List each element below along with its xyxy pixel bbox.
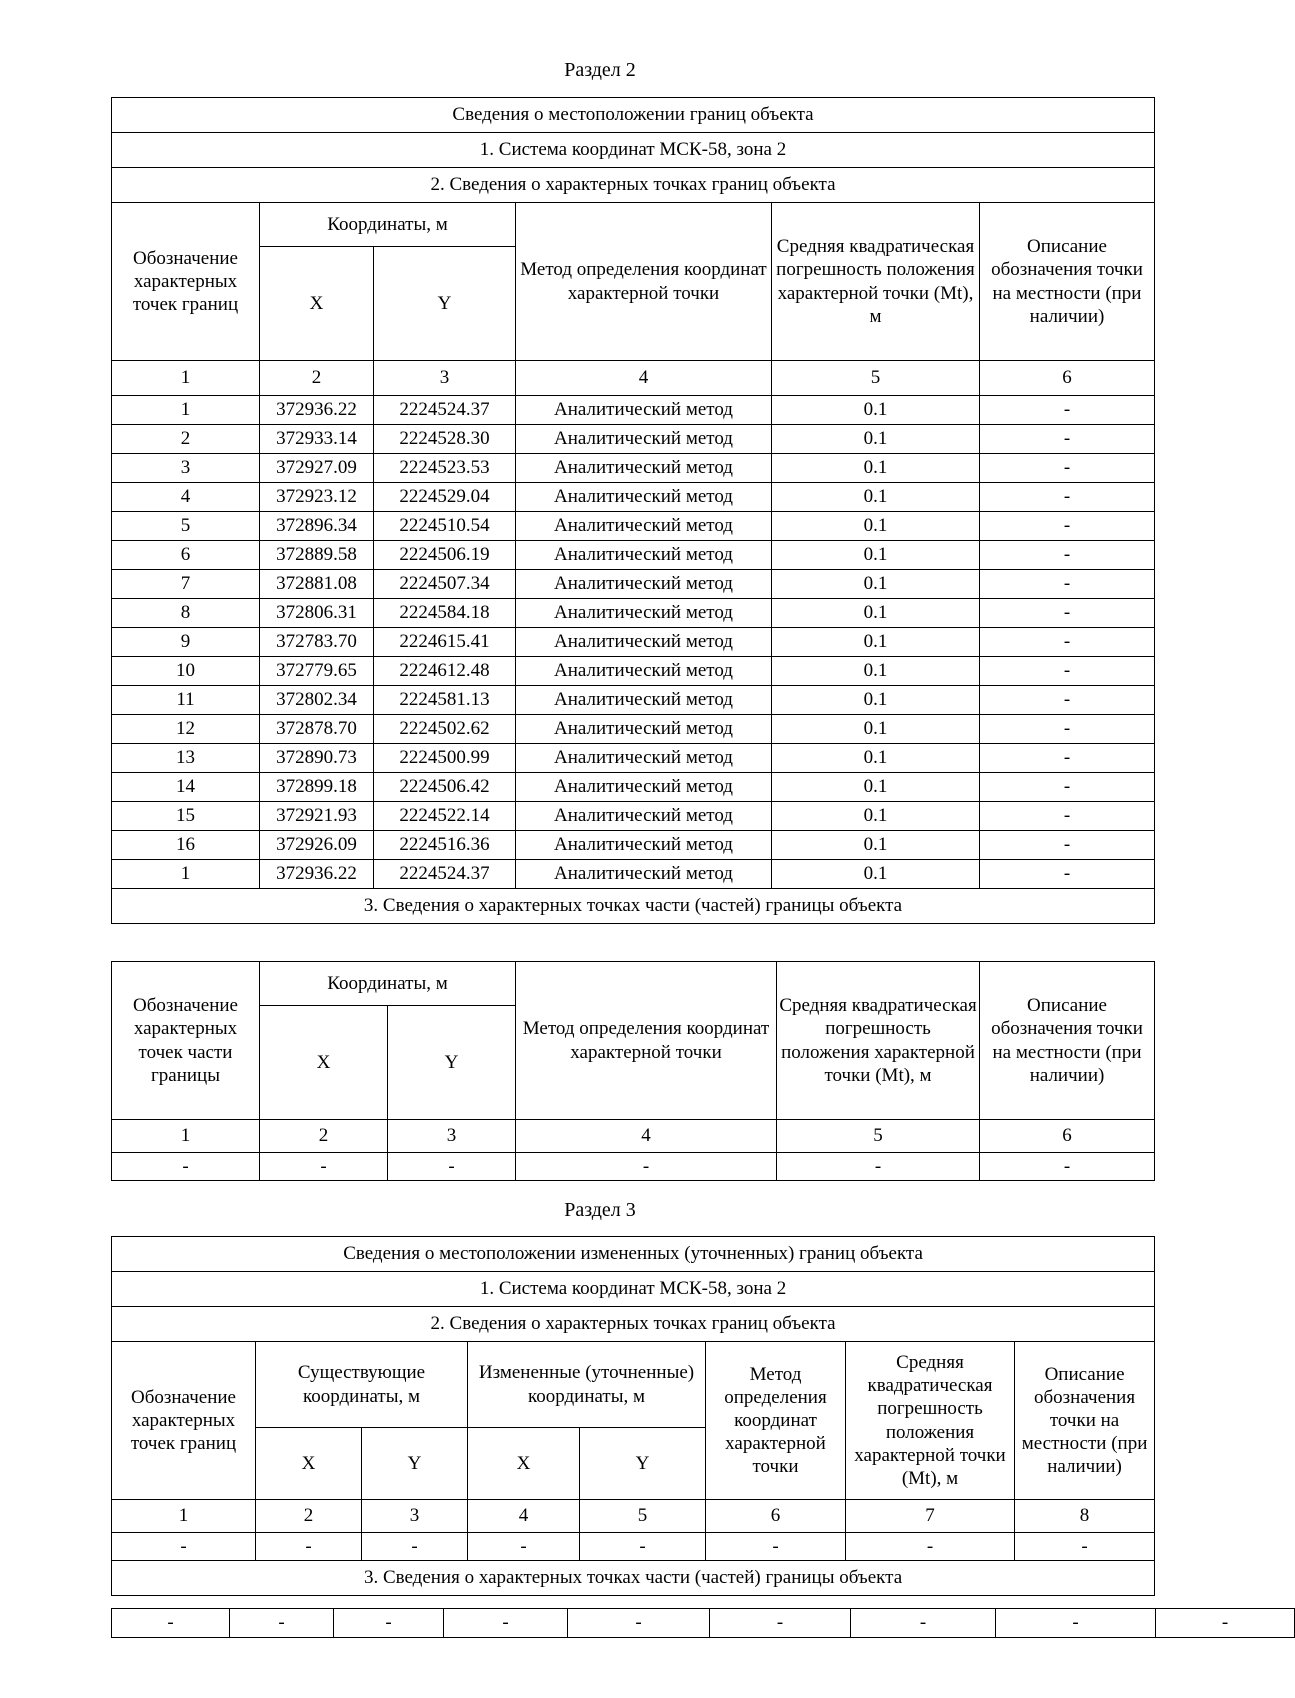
column-number: 6 (980, 361, 1155, 396)
points-title: 2. Сведения о характерных точках границ объекта (112, 168, 1155, 203)
points-title: 2. Сведения о характерных точках границ объекта (112, 1307, 1155, 1342)
table-row (112, 512, 1155, 541)
table-cell-x: 372890.73 (260, 744, 374, 773)
table-cell-mt: 0.1 (772, 541, 980, 570)
section-2-boundaries-table (111, 97, 1155, 924)
table-row (112, 599, 1155, 628)
table-row (112, 483, 1155, 512)
table-cell-n: 6 (112, 541, 260, 570)
section-3-boundaries-table (111, 1236, 1155, 1596)
column-number: 2 (260, 361, 374, 396)
table-cell-x: 372783.70 (260, 628, 374, 657)
table-cell-y: 2224524.37 (374, 396, 516, 425)
section-2-parts-table (111, 961, 1155, 1181)
table-cell-y: 2224581.13 (374, 686, 516, 715)
table-cell-method: Аналитический метод (516, 425, 772, 454)
table-cell-y: 2224506.42 (374, 773, 516, 802)
table-cell-y: 2224528.30 (374, 425, 516, 454)
table-cell-method: Аналитический метод (516, 628, 772, 657)
table-cell-method: Аналитический метод (516, 860, 772, 889)
table-cell-mt: 0.1 (772, 628, 980, 657)
table-cell-mt: 0.1 (772, 483, 980, 512)
header-description: Описание обозначения точки на местности (при наличии) (980, 203, 1155, 361)
table-cell-desc: - (980, 715, 1155, 744)
table-cell: - (568, 1609, 710, 1638)
table-cell-method: Аналитический метод (516, 570, 772, 599)
header-x: X (260, 247, 374, 361)
table-cell-y: 2224516.36 (374, 831, 516, 860)
table-cell-mt: 0.1 (772, 686, 980, 715)
table-cell: - (256, 1533, 362, 1561)
table-cell: - (710, 1609, 851, 1638)
table-row (112, 396, 1155, 425)
table-cell-n: 12 (112, 715, 260, 744)
table-cell-x: 372926.09 (260, 831, 374, 860)
table-row (112, 541, 1155, 570)
table-cell-desc: - (980, 599, 1155, 628)
table-cell-y: 2224529.04 (374, 483, 516, 512)
table-cell: - (580, 1533, 706, 1561)
table-cell-method: Аналитический метод (516, 831, 772, 860)
table-cell-desc: - (980, 773, 1155, 802)
column-number: 4 (468, 1500, 580, 1533)
table-cell-desc: - (980, 860, 1155, 889)
header-x: X (256, 1428, 362, 1500)
table-cell-x: 372936.22 (260, 860, 374, 889)
table-cell-n: 10 (112, 657, 260, 686)
header-x: X (468, 1428, 580, 1500)
table-cell-n: 9 (112, 628, 260, 657)
column-number: 8 (1015, 1500, 1155, 1533)
table-cell-desc: - (980, 425, 1155, 454)
column-number: 5 (772, 361, 980, 396)
table-cell: - (980, 1153, 1155, 1181)
table-cell-mt: 0.1 (772, 599, 980, 628)
table-cell-mt: 0.1 (772, 570, 980, 599)
table-cell-mt: 0.1 (772, 773, 980, 802)
table-cell-n: 11 (112, 686, 260, 715)
table-cell: - (112, 1533, 256, 1561)
coord-system: 1. Система координат МСК-58, зона 2 (112, 133, 1155, 168)
header-error: Средняя квадратическая погрешность положения характерной точки (Mt), м (772, 203, 980, 361)
table-cell: - (706, 1533, 846, 1561)
table-cell-mt: 0.1 (772, 657, 980, 686)
header-existing-coords: Существующие координаты, м (256, 1342, 468, 1428)
table-cell-desc: - (980, 396, 1155, 425)
header-y: Y (362, 1428, 468, 1500)
table-cell-desc: - (980, 657, 1155, 686)
table-row (112, 425, 1155, 454)
table-cell-method: Аналитический метод (516, 686, 772, 715)
table-cell-method: Аналитический метод (516, 802, 772, 831)
table-cell: - (260, 1153, 388, 1181)
table-cell: - (388, 1153, 516, 1181)
table-cell-y: 2224506.19 (374, 541, 516, 570)
header-designation: Обозначение характерных точек границ (112, 1342, 256, 1500)
table-title: Сведения о местоположении границ объекта (112, 98, 1155, 133)
table-cell-y: 2224612.48 (374, 657, 516, 686)
table-cell-method: Аналитический метод (516, 657, 772, 686)
table-cell-n: 3 (112, 454, 260, 483)
table-cell-y: 2224615.41 (374, 628, 516, 657)
table-row (112, 628, 1155, 657)
table-cell-x: 372896.34 (260, 512, 374, 541)
table-cell-x: 372936.22 (260, 396, 374, 425)
table-cell-mt: 0.1 (772, 396, 980, 425)
table-cell-n: 4 (112, 483, 260, 512)
points-table-body (112, 396, 1155, 889)
column-number: 4 (516, 361, 772, 396)
table-cell-mt: 0.1 (772, 802, 980, 831)
table-cell-x: 372779.65 (260, 657, 374, 686)
column-number: 7 (846, 1500, 1015, 1533)
header-changed-coords: Измененные (уточненные) координаты, м (468, 1342, 706, 1428)
table-cell-y: 2224510.54 (374, 512, 516, 541)
column-number: 3 (374, 361, 516, 396)
table-cell-n: 5 (112, 512, 260, 541)
table-cell-n: 7 (112, 570, 260, 599)
section-3-parts-table (111, 1608, 1295, 1638)
table-cell-x: 372921.93 (260, 802, 374, 831)
table-cell-desc: - (980, 570, 1155, 599)
header-y: Y (388, 1006, 516, 1120)
table-cell-y: 2224500.99 (374, 744, 516, 773)
column-numbers-row (112, 1500, 1155, 1533)
table-cell-method: Аналитический метод (516, 512, 772, 541)
section-2-title: Раздел 2 (564, 59, 636, 81)
header-error: Средняя квадратическая погрешность положения характерной точки (Mt), м (777, 962, 980, 1120)
table-cell-method: Аналитический метод (516, 396, 772, 425)
table-cell: - (230, 1609, 334, 1638)
column-number: 3 (388, 1120, 516, 1153)
table-cell-x: 372806.31 (260, 599, 374, 628)
table-cell: - (468, 1533, 580, 1561)
table-cell-method: Аналитический метод (516, 773, 772, 802)
table-cell-n: 1 (112, 396, 260, 425)
header-y: Y (374, 247, 516, 361)
table-cell-x: 372933.14 (260, 425, 374, 454)
table-cell-mt: 0.1 (772, 860, 980, 889)
column-number: 2 (260, 1120, 388, 1153)
table-row (112, 773, 1155, 802)
parts-title: 3. Сведения о характерных точках части (частей) границы объекта (112, 1561, 1155, 1596)
table-cell-desc: - (980, 802, 1155, 831)
table-row (112, 860, 1155, 889)
header-designation: Обозначение характерных точек части границы (112, 962, 260, 1120)
table-row (112, 686, 1155, 715)
table-cell-desc: - (980, 512, 1155, 541)
table-cell-n: 16 (112, 831, 260, 860)
header-designation: Обозначение характерных точек границ (112, 203, 260, 361)
column-numbers-row (112, 361, 1155, 396)
table-cell-desc: - (980, 628, 1155, 657)
table-cell-desc: - (980, 686, 1155, 715)
table-cell-desc: - (980, 483, 1155, 512)
table-row (112, 831, 1155, 860)
table-cell-y: 2224523.53 (374, 454, 516, 483)
table-cell: - (996, 1609, 1156, 1638)
table-row (112, 570, 1155, 599)
table-row (112, 1609, 1295, 1638)
table-cell-x: 372802.34 (260, 686, 374, 715)
table-row (112, 802, 1155, 831)
table-cell: - (777, 1153, 980, 1181)
table-cell-desc: - (980, 744, 1155, 773)
table-cell-x: 372899.18 (260, 773, 374, 802)
column-number: 5 (580, 1500, 706, 1533)
table-row (112, 454, 1155, 483)
header-y: Y (580, 1428, 706, 1500)
table-cell-method: Аналитический метод (516, 744, 772, 773)
table-cell-desc: - (980, 541, 1155, 570)
table-cell: - (334, 1609, 444, 1638)
column-number: 2 (256, 1500, 362, 1533)
column-number: 6 (706, 1500, 846, 1533)
table-row (112, 1533, 1155, 1561)
header-description: Описание обозначения точки на местности (при наличии) (1015, 1342, 1155, 1500)
table-row (112, 657, 1155, 686)
table-cell-method: Аналитический метод (516, 454, 772, 483)
table-cell-n: 14 (112, 773, 260, 802)
table-cell-y: 2224522.14 (374, 802, 516, 831)
table-cell-y: 2224524.37 (374, 860, 516, 889)
table-cell-mt: 0.1 (772, 425, 980, 454)
table-cell-method: Аналитический метод (516, 599, 772, 628)
table-cell-x: 372878.70 (260, 715, 374, 744)
header-method: Метод определения координат характерной точки (516, 962, 777, 1120)
table-cell-n: 2 (112, 425, 260, 454)
column-number: 3 (362, 1500, 468, 1533)
table-cell-method: Аналитический метод (516, 483, 772, 512)
table-cell-method: Аналитический метод (516, 541, 772, 570)
table-cell-mt: 0.1 (772, 454, 980, 483)
section-3-title: Раздел 3 (564, 1199, 636, 1221)
table-cell-mt: 0.1 (772, 744, 980, 773)
table-title: Сведения о местоположении измененных (уточненных) границ объекта (112, 1237, 1155, 1272)
table-cell-desc: - (980, 831, 1155, 860)
table-row (112, 715, 1155, 744)
column-number: 4 (516, 1120, 777, 1153)
table-cell: - (112, 1153, 260, 1181)
table-cell-y: 2224502.62 (374, 715, 516, 744)
table-cell-n: 13 (112, 744, 260, 773)
table-cell-y: 2224584.18 (374, 599, 516, 628)
table-cell-n: 15 (112, 802, 260, 831)
column-number: 1 (112, 361, 260, 396)
table-row (112, 1153, 1155, 1181)
header-error: Средняя квадратическая погрешность положения характерной точки (Mt), м (846, 1342, 1015, 1500)
table-cell: - (846, 1533, 1015, 1561)
table-cell: - (362, 1533, 468, 1561)
table-cell: - (444, 1609, 568, 1638)
table-cell-x: 372927.09 (260, 454, 374, 483)
table-cell-x: 372923.12 (260, 483, 374, 512)
header-x: X (260, 1006, 388, 1120)
table-cell: - (516, 1153, 777, 1181)
table-cell-x: 372889.58 (260, 541, 374, 570)
table-cell-x: 372881.08 (260, 570, 374, 599)
table-cell-method: Аналитический метод (516, 715, 772, 744)
header-description: Описание обозначения точки на местности (при наличии) (980, 962, 1155, 1120)
parts-title: 3. Сведения о характерных точках части (частей) границы объекта (112, 889, 1155, 924)
table-cell-mt: 0.1 (772, 831, 980, 860)
header-coords: Координаты, м (260, 962, 516, 1006)
column-numbers-row (112, 1120, 1155, 1153)
table-cell-n: 1 (112, 860, 260, 889)
table-cell: - (1156, 1609, 1295, 1638)
table-cell-mt: 0.1 (772, 715, 980, 744)
column-number: 5 (777, 1120, 980, 1153)
table-cell-n: 8 (112, 599, 260, 628)
column-number: 1 (112, 1120, 260, 1153)
table-cell-y: 2224507.34 (374, 570, 516, 599)
header-method: Метод определения координат характерной точки (516, 203, 772, 361)
table-cell: - (1015, 1533, 1155, 1561)
header-coords: Координаты, м (260, 203, 516, 247)
table-row (112, 744, 1155, 773)
column-number: 6 (980, 1120, 1155, 1153)
table-cell: - (112, 1609, 230, 1638)
table-cell-desc: - (980, 454, 1155, 483)
column-number: 1 (112, 1500, 256, 1533)
table-cell-mt: 0.1 (772, 512, 980, 541)
coord-system: 1. Система координат МСК-58, зона 2 (112, 1272, 1155, 1307)
table-cell: - (851, 1609, 996, 1638)
header-method: Метод определения координат характерной точки (706, 1342, 846, 1500)
